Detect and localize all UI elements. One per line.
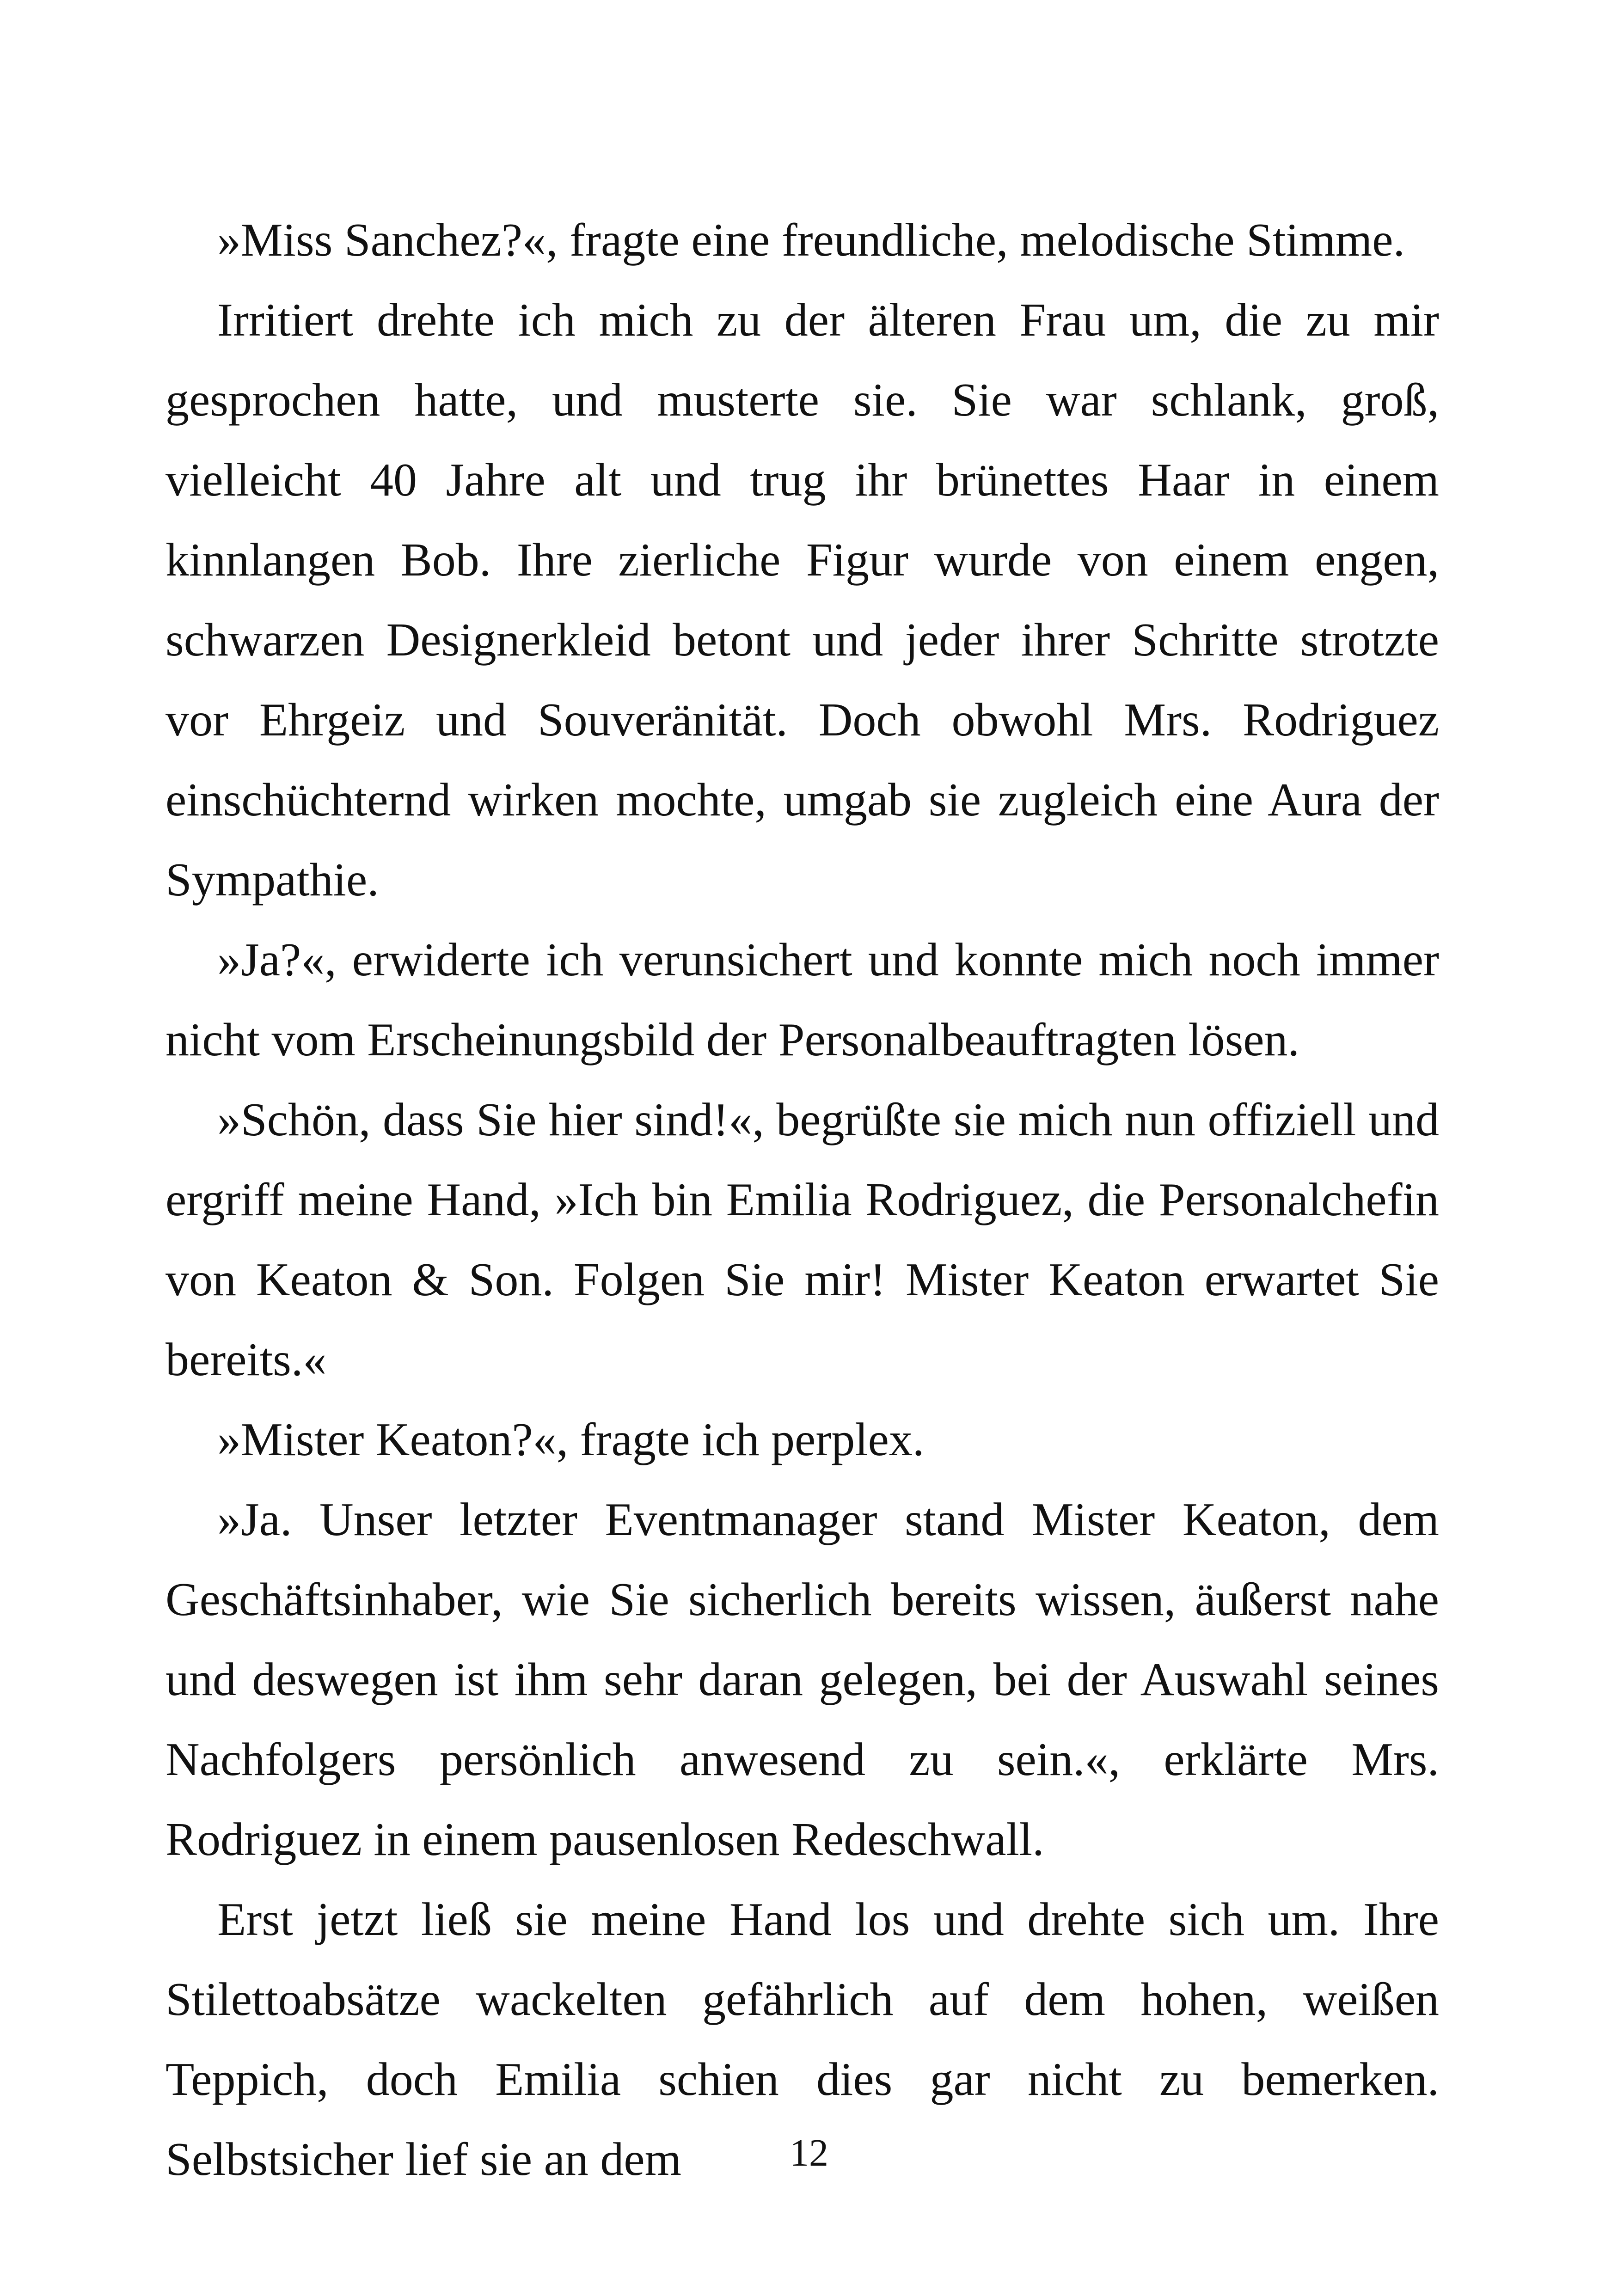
body-text	[165, 200, 1439, 2199]
paragraph-1: »Miss Sanchez?«, fragte eine freundliche, melodische Stimme.	[217, 214, 1405, 266]
paragraph-5: »Mister Keaton?«, fragte ich perplex.	[217, 1414, 925, 1466]
paragraph-2: Irritiert drehte ich mich zu der älteren Frau um, die zu mir gesprochen hatte, und musterte sie. Sie war schlank, groß, vielleicht 40 Jahre alt und trug ihr brünettes Haar in einem kinnlangen Bob. Ihre zierliche Figur wurde von einem engen, schwarzen Designerkleid betont und jeder ihrer Schritte strotzte vor Ehrgeiz und Souveränität. Doch obwohl Mrs. Rodriguez einschüchternd wirken mochte, umgab sie zugleich eine Aura der Sympathie.	[165, 294, 1439, 906]
paragraph-3: »Ja?«, erwiderte ich verunsichert und konnte mich noch immer nicht vom Erscheinungsbild der Personalbeauftragten lösen.	[165, 934, 1439, 1066]
paragraph-4: »Schön, dass Sie hier sind!«, begrüßte sie mich nun offiziell und ergriff meine Hand, »Ich bin Emilia Rodriguez, die Personalchefin von Keaton & Son. Folgen Sie mir! Mister Keaton erwartet Sie bereits.«	[165, 1094, 1439, 1386]
page-number: 12	[790, 2131, 828, 2174]
paragraph-6: »Ja. Unser letzter Eventmanager stand Mister Keaton, dem Geschäftsinhaber, wie Sie sicherlich bereits wissen, äußerst nahe und deswegen ist ihm sehr daran gelegen, bei der Auswahl seines Nachfolgers persönlich anwesend zu sein.«, erklärte Mrs. Rodriguez in einem pausenlosen Redeschwall.	[165, 1494, 1439, 1866]
paragraph-7: Erst jetzt ließ sie meine Hand los und drehte sich um. Ihre Stilettoabsätze wackelten gefährlich auf dem hohen, weißen Teppich, doch Emilia schien dies gar nicht zu bemerken. Selbstsicher lief sie an dem	[165, 1893, 1439, 2186]
